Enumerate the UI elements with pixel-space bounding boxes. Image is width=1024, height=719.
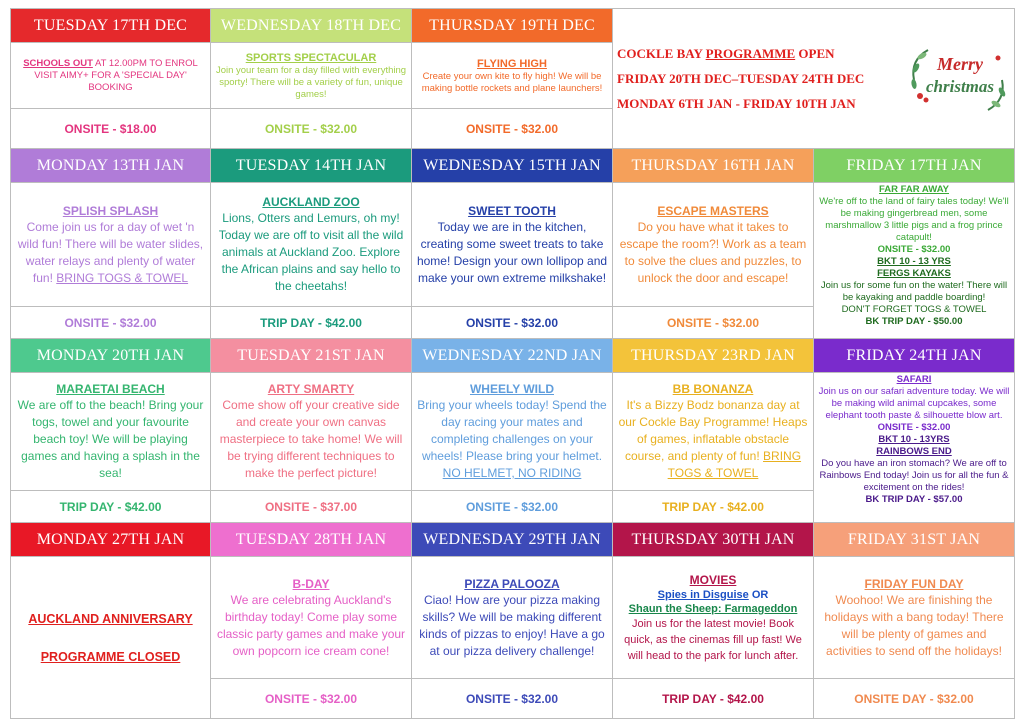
thu-16-jan-title: ESCAPE MASTERS bbox=[657, 203, 769, 218]
schools-out-label: SCHOOLS OUT bbox=[23, 57, 93, 69]
fri-17-jan-onsite: ONSITE - $32.00 bbox=[877, 244, 951, 255]
mon-13-jan-desc-text: Come join us for a day of wet 'n wild fun! There will be water slides, water relays and plenty of water fun! bbox=[17, 219, 204, 285]
wed-15-jan-body bbox=[412, 183, 613, 307]
mon-13-jan-price: ONSITE - $32.00 bbox=[11, 307, 211, 339]
tue-14-jan-title: AUCKLAND ZOO bbox=[262, 195, 360, 209]
fri-31-jan-title: FRIDAY FUN DAY bbox=[864, 576, 964, 591]
open-line-2: FRIDAY 20TH DEC–TUESDAY 24TH DEC bbox=[617, 70, 865, 86]
mon-27-jan-closed bbox=[11, 557, 211, 719]
header-wed-29-jan: WEDNESDAY 29TH JAN bbox=[412, 523, 613, 557]
wed-22-jan-desc bbox=[416, 397, 608, 482]
wed-22-jan-price: ONSITE - $32.00 bbox=[412, 491, 613, 523]
thu-23-jan-title: BB BONANZA bbox=[672, 382, 754, 396]
mon-20-jan-price: TRIP DAY - $42.00 bbox=[11, 491, 211, 523]
schools-out-desc: AT 12.00PM TO ENROL VISIT AIMY+ FOR A 'SPECIAL DAY' BOOKING bbox=[34, 57, 198, 93]
open-dates bbox=[617, 46, 864, 112]
tue-28-jan-body bbox=[211, 557, 412, 679]
fri-17-jan-title: FAR FAR AWAY bbox=[878, 184, 950, 195]
wed-29-jan-title: PIZZA PALOOZA bbox=[464, 576, 560, 591]
logo-merry: Merry bbox=[937, 53, 983, 74]
wed-15-jan-desc: Today we are in the kitchen, creating some sweet treats to take home! Design your own lollipop and make your own extreme milkshake! bbox=[416, 219, 608, 285]
header-mon-13-jan: MONDAY 13TH JAN bbox=[11, 149, 211, 183]
header-wed-15-jan: WEDNESDAY 15TH JAN bbox=[412, 149, 613, 183]
mon-20-jan-desc: We are off to the beach! Bring your togs, towel and your favourite beach toy! We will be playing games and having a splash in the sea! bbox=[17, 398, 204, 480]
header-wed-18-dec: WEDNESDAY 18TH DEC bbox=[211, 9, 412, 43]
thu-23-jan-price: TRIP DAY - $42.00 bbox=[613, 491, 814, 523]
thu-16-jan-body bbox=[613, 183, 814, 307]
wed-15-jan-price: ONSITE - $32.00 bbox=[412, 307, 613, 339]
wed-22-jan-desc-text: Bring your wheels today! Spend the day racing your mates and completing challenges on your wheels! Please bring your helmet. bbox=[417, 398, 607, 463]
thu-16-jan-price: ONSITE - $32.00 bbox=[613, 307, 814, 339]
fri-24-jan-title: SAFARI bbox=[896, 374, 932, 385]
tue-21-jan-title: ARTY SMARTY bbox=[267, 382, 355, 396]
tue-14-jan-body bbox=[211, 183, 412, 307]
thu-16-jan-desc: Do you have what it takes to escape the room?! Work as a team to solve the clues and puzzles, to unlock the door and escape! bbox=[619, 219, 807, 285]
fri-17-jan-desc: We're off to the land of fairy tales today! We'll be making gingerbread men, some marshmallow 3 little pigs and a frog prince catapult! bbox=[819, 196, 1009, 243]
header-thu-30-jan: THURSDAY 30TH JAN bbox=[613, 523, 814, 557]
tue-21-jan-price: ONSITE - $37.00 bbox=[211, 491, 412, 523]
fri-24-jan-body bbox=[814, 373, 1015, 523]
wed-18-dec-price: ONSITE - $32.00 bbox=[211, 109, 412, 149]
thu-30-jan-title: MOVIES bbox=[689, 572, 737, 587]
movie-option-2: Shaun the Sheep: Farmageddon bbox=[628, 602, 798, 615]
holly-wreath-icon bbox=[906, 40, 1010, 118]
mon-13-jan-desc-note: BRING TOGS & TOWEL bbox=[56, 270, 189, 285]
fri-24-jan-desc: Join us on our safari adventure today. We will be making wild animal cupcakes, some elephant tooth paste & silhouette blow art. bbox=[818, 386, 1010, 421]
header-fri-24-jan: FRIDAY 24TH JAN bbox=[814, 339, 1015, 373]
open-line-1b: PROGRAMME bbox=[705, 45, 796, 61]
fri-24-jan-bkt: BKT 10 - 13YRS bbox=[878, 434, 950, 445]
fri-17-jan-bkt: BKT 10 - 13 YRS bbox=[877, 256, 951, 267]
header-fri-31-jan: FRIDAY 31ST JAN bbox=[814, 523, 1015, 557]
logo-christmas: christmas bbox=[925, 76, 995, 96]
open-line-1a: COCKLE BAY bbox=[617, 45, 706, 61]
auckland-anniversary-label: AUCKLAND ANNIVERSARY bbox=[28, 611, 193, 626]
header-mon-27-jan: MONDAY 27TH JAN bbox=[11, 523, 211, 557]
tue-28-jan-desc: We are celebrating Auckland's birthday today! Come play some classic party games and make your own popcorn ice cream cone! bbox=[216, 592, 406, 658]
holiday-programme-calendar bbox=[10, 8, 1015, 719]
fri-24-jan-title2: RAINBOWS END bbox=[876, 446, 952, 457]
wed-15-jan-title: SWEET TOOTH bbox=[468, 203, 556, 218]
merry-christmas-logo bbox=[906, 40, 1010, 118]
fri-24-jan-trip: BK TRIP DAY - $57.00 bbox=[865, 494, 963, 505]
wed-29-jan-desc: Ciao! How are your pizza making skills? We will be making different kinds of pizzas to enjoy! Have a go at our pizza delivery challenge! bbox=[419, 592, 605, 658]
wed-18-dec-body bbox=[211, 43, 412, 109]
programme-closed-label: PROGRAMME CLOSED bbox=[40, 649, 181, 664]
thu-30-jan-price: TRIP DAY - $42.00 bbox=[613, 679, 814, 719]
mon-20-jan-body bbox=[11, 373, 211, 491]
fri-17-jan-trip: BK TRIP DAY - $50.00 bbox=[865, 316, 963, 327]
wed-18-dec-title: SPORTS SPECTACULAR bbox=[245, 51, 377, 64]
wed-29-jan-price: ONSITE - $32.00 bbox=[412, 679, 613, 719]
thu-30-jan-desc: Join us for the latest movie! Book quick, as the cinemas fill up fast! We will head to the park for lunch after. bbox=[624, 617, 802, 662]
wed-22-jan-desc-note: NO HELMET, NO RIDING bbox=[442, 466, 582, 480]
wed-22-jan-body bbox=[412, 373, 613, 491]
fri-24-jan-onsite: ONSITE - $32.00 bbox=[877, 422, 951, 433]
header-tue-21-jan: TUESDAY 21ST JAN bbox=[211, 339, 412, 373]
thu-19-dec-title: FLYING HIGH bbox=[477, 57, 547, 70]
fri-17-jan-title2: FERGS KAYAKS bbox=[877, 268, 951, 279]
header-tue-14-jan: TUESDAY 14TH JAN bbox=[211, 149, 412, 183]
tue-21-jan-body bbox=[211, 373, 412, 491]
header-tue-17-dec: TUESDAY 17TH DEC bbox=[11, 9, 211, 43]
thu-23-jan-desc-text: It's a Bizzy Bodz bonanza day at our Cockle Bay Programme! Heaps of games, inflatable obstacle course, and plenty of fun! bbox=[618, 398, 808, 463]
tue-21-jan-desc: Come show off your creative side and create your own canvas masterpiece to take home! We will be trying different techniques to make the perfect picture! bbox=[219, 398, 403, 480]
tue-17-dec-body bbox=[11, 43, 211, 109]
thu-23-jan-body bbox=[613, 373, 814, 491]
mon-13-jan-title: SPLISH SPLASH bbox=[62, 203, 159, 218]
tue-28-jan-price: ONSITE - $32.00 bbox=[211, 679, 412, 719]
thu-23-jan-desc-note: BRING TOGS & TOWEL bbox=[667, 449, 802, 480]
programme-open-notice bbox=[613, 9, 1015, 149]
fri-17-jan-desc2: Join us for some fun on the water! There will be kayaking and paddle boarding! bbox=[820, 280, 1008, 303]
tue-17-dec-desc bbox=[15, 58, 206, 94]
mon-20-jan-title: MARAETAI BEACH bbox=[56, 382, 165, 396]
thu-19-dec-price: ONSITE - $32.00 bbox=[412, 109, 613, 149]
fri-24-jan-desc2: Do you have an iron stomach? We are off to Rainbows End today! Join us for all the fun & excitement on the rides! bbox=[819, 458, 1009, 493]
thu-30-jan-movie-1 bbox=[658, 588, 769, 602]
wed-18-dec-desc: Join your team for a day filled with everything sporty! There will be a variety of fun, unique games! bbox=[215, 64, 407, 100]
header-thu-16-jan: THURSDAY 16TH JAN bbox=[613, 149, 814, 183]
header-thu-23-jan: THURSDAY 23RD JAN bbox=[613, 339, 814, 373]
tue-14-jan-desc: Lions, Otters and Lemurs, oh my! Today we are off to visit all the wild animals at Auckland Zoo. Explore the African plains and say hello to the cheetahs! bbox=[218, 211, 404, 293]
header-tue-28-jan: TUESDAY 28TH JAN bbox=[211, 523, 412, 557]
mon-13-jan-desc bbox=[15, 219, 206, 287]
header-wed-22-jan: WEDNESDAY 22ND JAN bbox=[412, 339, 613, 373]
open-line-3: MONDAY 6TH JAN - FRIDAY 10TH JAN bbox=[617, 95, 856, 111]
movie-or: OR bbox=[748, 588, 769, 601]
wed-22-jan-title: WHEELY WILD bbox=[469, 382, 554, 396]
mon-13-jan-body bbox=[11, 183, 211, 307]
thu-19-dec-body bbox=[412, 43, 613, 109]
header-fri-17-jan: FRIDAY 17TH JAN bbox=[814, 149, 1015, 183]
thu-30-jan-body bbox=[613, 557, 814, 679]
tue-17-dec-price: ONSITE - $18.00 bbox=[11, 109, 211, 149]
wed-29-jan-body bbox=[412, 557, 613, 679]
fri-31-jan-desc: Woohoo! We are finishing the holidays with a bang today! There will be plenty of games and activities to send off the holidays! bbox=[824, 592, 1004, 658]
thu-23-jan-desc bbox=[617, 397, 809, 482]
fri-31-jan-body bbox=[814, 557, 1015, 679]
movie-option-1: Spies in Disguise bbox=[657, 588, 749, 601]
fri-31-jan-price: ONSITE DAY - $32.00 bbox=[814, 679, 1015, 719]
tue-28-jan-title: B-DAY bbox=[292, 576, 330, 591]
fri-17-jan-note: DON'T FORGET TOGS & TOWEL bbox=[841, 304, 987, 315]
header-thu-19-dec: THURSDAY 19TH DEC bbox=[412, 9, 613, 43]
thu-19-dec-desc: Create your own kite to fly high! We will be making bottle rockets and plane launchers! bbox=[421, 70, 603, 94]
fri-17-jan-body bbox=[814, 183, 1015, 339]
header-mon-20-jan: MONDAY 20TH JAN bbox=[11, 339, 211, 373]
open-line-1 bbox=[617, 46, 864, 62]
tue-14-jan-price: TRIP DAY - $42.00 bbox=[211, 307, 412, 339]
open-line-1c: OPEN bbox=[795, 45, 835, 61]
